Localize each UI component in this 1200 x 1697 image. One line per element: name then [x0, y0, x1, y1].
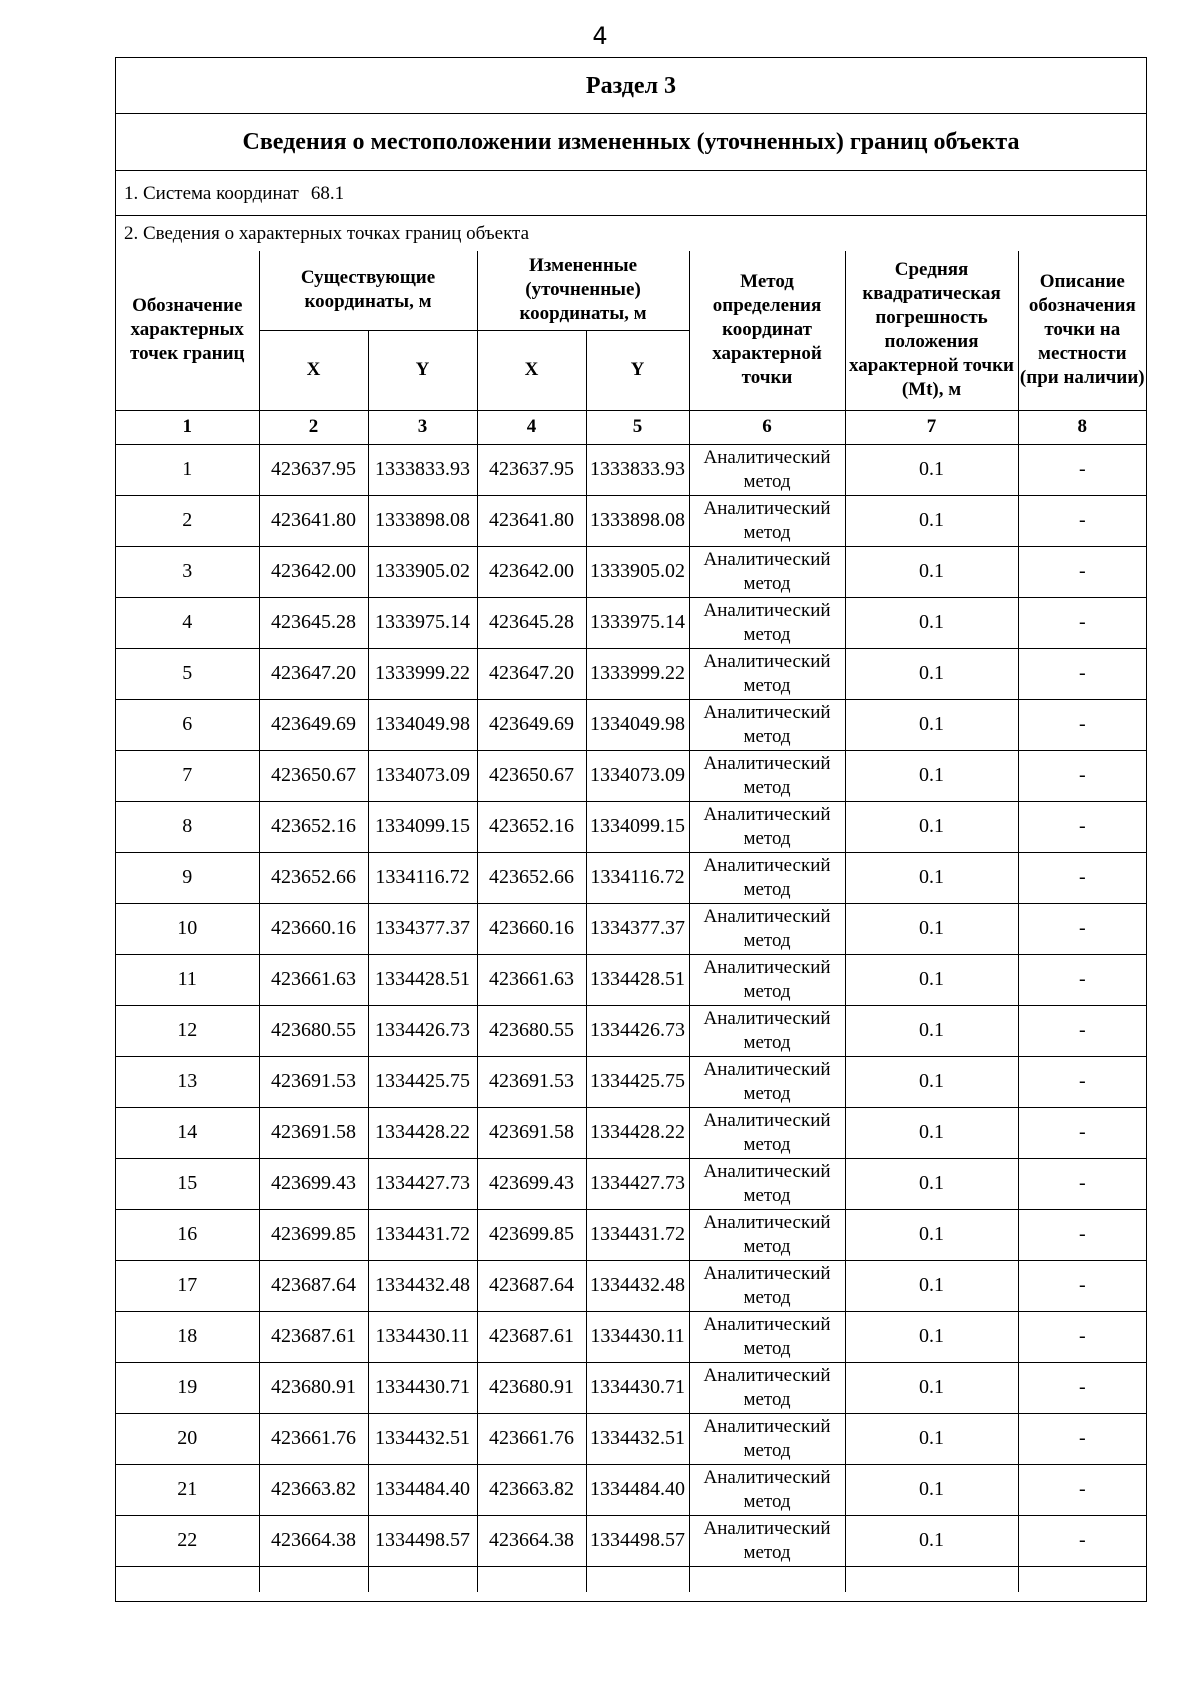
description-cell: - [1018, 597, 1146, 648]
method-cell [689, 1362, 845, 1413]
existing-y-cell: 1333898.08 [368, 495, 477, 546]
point-number-cell: 14 [116, 1107, 259, 1158]
description-cell: - [1018, 1413, 1146, 1464]
changed-y-cell: 1334427.73 [586, 1158, 689, 1209]
point-number-cell: 16 [116, 1209, 259, 1260]
method-line-2: метод [743, 674, 791, 696]
description-cell: - [1018, 1464, 1146, 1515]
table-row-empty [116, 1566, 1146, 1592]
method-cell [689, 1311, 845, 1362]
existing-y-cell: 1333999.22 [368, 648, 477, 699]
document-frame [115, 57, 1147, 1602]
changed-x-cell: 423661.76 [477, 1413, 586, 1464]
description-cell: - [1018, 444, 1146, 495]
existing-x-cell: 423637.95 [259, 444, 368, 495]
changed-x-cell: 423680.55 [477, 1005, 586, 1056]
method-cell [689, 495, 845, 546]
method-cell [689, 1209, 845, 1260]
existing-x-cell: 423652.66 [259, 852, 368, 903]
changed-x-cell: 423645.28 [477, 597, 586, 648]
coordinate-system-value: 68.1 [310, 183, 345, 204]
point-number-cell: 4 [116, 597, 259, 648]
table-row [116, 1209, 1146, 1260]
existing-x-cell: 423699.85 [259, 1209, 368, 1260]
error-cell: 0.1 [845, 699, 1018, 750]
existing-y-cell: 1333975.14 [368, 597, 477, 648]
column-number: 3 [368, 410, 477, 444]
method-cell [689, 1260, 845, 1311]
changed-x-cell: 423663.82 [477, 1464, 586, 1515]
header-description: Описание обозначения точки на местности (при наличии) [1018, 251, 1146, 410]
error-cell: 0.1 [845, 1209, 1018, 1260]
method-cell [689, 1107, 845, 1158]
point-number-cell: 6 [116, 699, 259, 750]
existing-y-cell: 1334049.98 [368, 699, 477, 750]
header-existing-coords: Существующие координаты, м [259, 251, 477, 330]
changed-y-cell: 1333999.22 [586, 648, 689, 699]
changed-y-cell: 1334377.37 [586, 903, 689, 954]
existing-x-cell: 423691.58 [259, 1107, 368, 1158]
existing-y-cell: 1334431.72 [368, 1209, 477, 1260]
existing-y-cell: 1334427.73 [368, 1158, 477, 1209]
method-line-2: метод [743, 521, 791, 543]
error-cell: 0.1 [845, 903, 1018, 954]
method-cell [689, 1158, 845, 1209]
method-line-2: метод [743, 1184, 791, 1206]
error-cell: 0.1 [845, 1056, 1018, 1107]
description-cell: - [1018, 852, 1146, 903]
changed-x-cell: 423691.53 [477, 1056, 586, 1107]
error-cell: 0.1 [845, 801, 1018, 852]
existing-x-cell: 423650.67 [259, 750, 368, 801]
error-cell: 0.1 [845, 1311, 1018, 1362]
method-line-1: Аналитический [703, 1517, 831, 1539]
changed-y-cell: 1334428.22 [586, 1107, 689, 1158]
points-section-title: 2. Сведения о характерных точках границ объекта [124, 223, 530, 244]
description-cell: - [1018, 1107, 1146, 1158]
point-number-cell: 3 [116, 546, 259, 597]
existing-y-cell: 1334430.71 [368, 1362, 477, 1413]
error-cell: 0.1 [845, 1005, 1018, 1056]
description-cell: - [1018, 1362, 1146, 1413]
header-error: Средняя квадратическая погрешность положения характерной точки (Mt), м [845, 251, 1018, 410]
method-line-2: метод [743, 470, 791, 492]
existing-x-cell: 423664.38 [259, 1515, 368, 1566]
table-row [116, 1515, 1146, 1566]
method-cell [689, 750, 845, 801]
error-cell: 0.1 [845, 1362, 1018, 1413]
method-line-2: метод [743, 1235, 791, 1257]
method-line-1: Аналитический [703, 446, 831, 468]
existing-y-cell: 1333905.02 [368, 546, 477, 597]
method-line-1: Аналитический [703, 1415, 831, 1437]
method-cell [689, 903, 845, 954]
description-cell: - [1018, 648, 1146, 699]
point-number-cell: 8 [116, 801, 259, 852]
method-line-2: метод [743, 1082, 791, 1104]
table-row [116, 750, 1146, 801]
method-line-2: метод [743, 1031, 791, 1053]
method-line-1: Аналитический [703, 1058, 831, 1080]
method-line-2: метод [743, 1286, 791, 1308]
existing-x-cell: 423641.80 [259, 495, 368, 546]
column-number: 4 [477, 410, 586, 444]
existing-y-cell: 1334428.22 [368, 1107, 477, 1158]
header-existing-x: X [259, 330, 368, 410]
column-number: 1 [116, 410, 259, 444]
method-line-1: Аналитический [703, 1109, 831, 1131]
method-line-1: Аналитический [703, 854, 831, 876]
method-line-2: метод [743, 980, 791, 1002]
existing-x-cell: 423699.43 [259, 1158, 368, 1209]
header-changed-coords: Измененные (уточненные) координаты, м [477, 251, 689, 330]
changed-y-cell: 1334484.40 [586, 1464, 689, 1515]
changed-y-cell: 1334426.73 [586, 1005, 689, 1056]
point-number-cell: 15 [116, 1158, 259, 1209]
error-cell: 0.1 [845, 750, 1018, 801]
point-number-cell: 1 [116, 444, 259, 495]
method-line-1: Аналитический [703, 1262, 831, 1284]
changed-x-cell: 423641.80 [477, 495, 586, 546]
method-cell [689, 1056, 845, 1107]
table-row [116, 699, 1146, 750]
description-cell: - [1018, 954, 1146, 1005]
error-cell: 0.1 [845, 954, 1018, 1005]
method-line-2: метод [743, 929, 791, 951]
changed-y-cell: 1333833.93 [586, 444, 689, 495]
point-number-cell: 5 [116, 648, 259, 699]
method-cell [689, 852, 845, 903]
method-line-1: Аналитический [703, 1007, 831, 1029]
existing-x-cell: 423660.16 [259, 903, 368, 954]
point-number-cell: 20 [116, 1413, 259, 1464]
table-row [116, 801, 1146, 852]
error-cell: 0.1 [845, 546, 1018, 597]
point-number-cell: 2 [116, 495, 259, 546]
table-body [116, 444, 1146, 1592]
description-cell: - [1018, 1311, 1146, 1362]
table-row [116, 1311, 1146, 1362]
table-row [116, 444, 1146, 495]
method-line-2: метод [743, 1388, 791, 1410]
table-row [116, 954, 1146, 1005]
point-number-cell: 12 [116, 1005, 259, 1056]
existing-x-cell: 423661.63 [259, 954, 368, 1005]
existing-x-cell: 423680.91 [259, 1362, 368, 1413]
point-number-cell: 18 [116, 1311, 259, 1362]
existing-x-cell: 423652.16 [259, 801, 368, 852]
changed-y-cell: 1334432.51 [586, 1413, 689, 1464]
changed-y-cell: 1334432.48 [586, 1260, 689, 1311]
method-line-1: Аналитический [703, 1313, 831, 1335]
existing-x-cell: 423691.53 [259, 1056, 368, 1107]
method-line-1: Аналитический [703, 956, 831, 978]
table-row [116, 1158, 1146, 1209]
changed-x-cell: 423687.64 [477, 1260, 586, 1311]
error-cell: 0.1 [845, 648, 1018, 699]
error-cell: 0.1 [845, 1413, 1018, 1464]
table-row [116, 1005, 1146, 1056]
description-cell: - [1018, 699, 1146, 750]
description-cell: - [1018, 1260, 1146, 1311]
method-cell [689, 648, 845, 699]
method-line-1: Аналитический [703, 599, 831, 621]
method-line-1: Аналитический [703, 1364, 831, 1386]
description-cell: - [1018, 495, 1146, 546]
method-cell [689, 546, 845, 597]
method-line-1: Аналитический [703, 701, 831, 723]
table-row [116, 648, 1146, 699]
method-line-2: метод [743, 1490, 791, 1512]
method-cell [689, 444, 845, 495]
table-row [116, 1464, 1146, 1515]
method-line-1: Аналитический [703, 1466, 831, 1488]
method-line-2: метод [743, 1133, 791, 1155]
column-number: 5 [586, 410, 689, 444]
method-line-2: метод [743, 1541, 791, 1563]
changed-y-cell: 1334498.57 [586, 1515, 689, 1566]
error-cell: 0.1 [845, 1260, 1018, 1311]
method-cell [689, 699, 845, 750]
method-line-2: метод [743, 827, 791, 849]
changed-y-cell: 1334430.71 [586, 1362, 689, 1413]
table-row [116, 903, 1146, 954]
changed-y-cell: 1334425.75 [586, 1056, 689, 1107]
point-number-cell: 19 [116, 1362, 259, 1413]
existing-x-cell: 423642.00 [259, 546, 368, 597]
description-cell: - [1018, 1056, 1146, 1107]
existing-y-cell: 1334498.57 [368, 1515, 477, 1566]
boundary-points-table [116, 251, 1146, 1592]
error-cell: 0.1 [845, 1464, 1018, 1515]
existing-x-cell: 423687.64 [259, 1260, 368, 1311]
description-cell: - [1018, 750, 1146, 801]
column-number: 6 [689, 410, 845, 444]
existing-y-cell: 1334073.09 [368, 750, 477, 801]
table-row [116, 1056, 1146, 1107]
error-cell: 0.1 [845, 495, 1018, 546]
header-existing-y: Y [368, 330, 477, 410]
point-number-cell: 22 [116, 1515, 259, 1566]
changed-y-cell: 1334073.09 [586, 750, 689, 801]
changed-x-cell: 423642.00 [477, 546, 586, 597]
description-cell: - [1018, 546, 1146, 597]
existing-y-cell: 1334428.51 [368, 954, 477, 1005]
method-line-1: Аналитический [703, 1211, 831, 1233]
method-line-1: Аналитический [703, 1160, 831, 1182]
error-cell: 0.1 [845, 1158, 1018, 1209]
method-line-2: метод [743, 878, 791, 900]
point-number-cell: 7 [116, 750, 259, 801]
description-cell: - [1018, 903, 1146, 954]
changed-x-cell: 423660.16 [477, 903, 586, 954]
description-cell: - [1018, 1515, 1146, 1566]
changed-x-cell: 423680.91 [477, 1362, 586, 1413]
error-cell: 0.1 [845, 1107, 1018, 1158]
existing-x-cell: 423663.82 [259, 1464, 368, 1515]
changed-x-cell: 423691.58 [477, 1107, 586, 1158]
header-changed-x: X [477, 330, 586, 410]
point-number-cell: 17 [116, 1260, 259, 1311]
method-line-2: метод [743, 1337, 791, 1359]
changed-x-cell: 423664.38 [477, 1515, 586, 1566]
table-row [116, 1260, 1146, 1311]
method-line-1: Аналитический [703, 905, 831, 927]
method-line-2: метод [743, 572, 791, 594]
error-cell: 0.1 [845, 597, 1018, 648]
existing-x-cell: 423680.55 [259, 1005, 368, 1056]
header-point-designation: Обозначение характерных точек границ [116, 251, 259, 410]
point-number-cell: 10 [116, 903, 259, 954]
existing-x-cell: 423649.69 [259, 699, 368, 750]
method-cell [689, 1464, 845, 1515]
existing-y-cell: 1334430.11 [368, 1311, 477, 1362]
changed-x-cell: 423650.67 [477, 750, 586, 801]
method-line-2: метод [743, 725, 791, 747]
existing-y-cell: 1334425.75 [368, 1056, 477, 1107]
table-row [116, 1107, 1146, 1158]
changed-y-cell: 1333975.14 [586, 597, 689, 648]
error-cell: 0.1 [845, 852, 1018, 903]
changed-x-cell: 423687.61 [477, 1311, 586, 1362]
existing-y-cell: 1334116.72 [368, 852, 477, 903]
header-changed-y: Y [586, 330, 689, 410]
changed-y-cell: 1334099.15 [586, 801, 689, 852]
page-number: 4 [592, 22, 608, 50]
description-cell: - [1018, 1005, 1146, 1056]
changed-y-cell: 1334430.11 [586, 1311, 689, 1362]
changed-y-cell: 1334116.72 [586, 852, 689, 903]
existing-y-cell: 1334099.15 [368, 801, 477, 852]
existing-y-cell: 1334432.48 [368, 1260, 477, 1311]
existing-x-cell: 423687.61 [259, 1311, 368, 1362]
description-cell: - [1018, 1158, 1146, 1209]
method-cell [689, 1413, 845, 1464]
point-number-cell: 13 [116, 1056, 259, 1107]
existing-y-cell: 1334432.51 [368, 1413, 477, 1464]
changed-x-cell: 423699.85 [477, 1209, 586, 1260]
table-row [116, 1362, 1146, 1413]
column-number: 7 [845, 410, 1018, 444]
existing-x-cell: 423661.76 [259, 1413, 368, 1464]
section-title: Раздел 3 [116, 58, 1146, 114]
method-cell [689, 1515, 845, 1566]
point-number-cell: 9 [116, 852, 259, 903]
column-number: 2 [259, 410, 368, 444]
changed-y-cell: 1334428.51 [586, 954, 689, 1005]
changed-y-cell: 1334049.98 [586, 699, 689, 750]
table-row [116, 852, 1146, 903]
existing-y-cell: 1334377.37 [368, 903, 477, 954]
method-line-2: метод [743, 1439, 791, 1461]
changed-y-cell: 1334431.72 [586, 1209, 689, 1260]
changed-x-cell: 423652.16 [477, 801, 586, 852]
method-line-1: Аналитический [703, 803, 831, 825]
page-title: Сведения о местоположении измененных (уточненных) границ объекта [116, 114, 1146, 171]
method-line-1: Аналитический [703, 752, 831, 774]
method-line-1: Аналитический [703, 548, 831, 570]
changed-x-cell: 423699.43 [477, 1158, 586, 1209]
method-line-2: метод [743, 623, 791, 645]
changed-x-cell: 423637.95 [477, 444, 586, 495]
method-cell [689, 597, 845, 648]
coordinate-system-label: 1. Система координат [124, 183, 299, 204]
method-line-1: Аналитический [703, 497, 831, 519]
point-number-cell: 21 [116, 1464, 259, 1515]
table-row [116, 1413, 1146, 1464]
method-line-1: Аналитический [703, 650, 831, 672]
coordinate-system [116, 171, 1146, 216]
method-cell [689, 801, 845, 852]
error-cell: 0.1 [845, 444, 1018, 495]
column-number: 8 [1018, 410, 1146, 444]
changed-x-cell: 423649.69 [477, 699, 586, 750]
existing-y-cell: 1334426.73 [368, 1005, 477, 1056]
table-row [116, 495, 1146, 546]
method-cell [689, 954, 845, 1005]
existing-x-cell: 423647.20 [259, 648, 368, 699]
changed-x-cell: 423647.20 [477, 648, 586, 699]
table-row [116, 546, 1146, 597]
existing-y-cell: 1334484.40 [368, 1464, 477, 1515]
error-cell: 0.1 [845, 1515, 1018, 1566]
method-line-2: метод [743, 776, 791, 798]
description-cell: - [1018, 801, 1146, 852]
existing-x-cell: 423645.28 [259, 597, 368, 648]
changed-x-cell: 423661.63 [477, 954, 586, 1005]
changed-x-cell: 423652.66 [477, 852, 586, 903]
header-method: Метод определения координат характерной точки [689, 251, 845, 410]
description-cell: - [1018, 1209, 1146, 1260]
changed-y-cell: 1333905.02 [586, 546, 689, 597]
table-row [116, 597, 1146, 648]
existing-y-cell: 1333833.93 [368, 444, 477, 495]
changed-y-cell: 1333898.08 [586, 495, 689, 546]
method-cell [689, 1005, 845, 1056]
point-number-cell: 11 [116, 954, 259, 1005]
